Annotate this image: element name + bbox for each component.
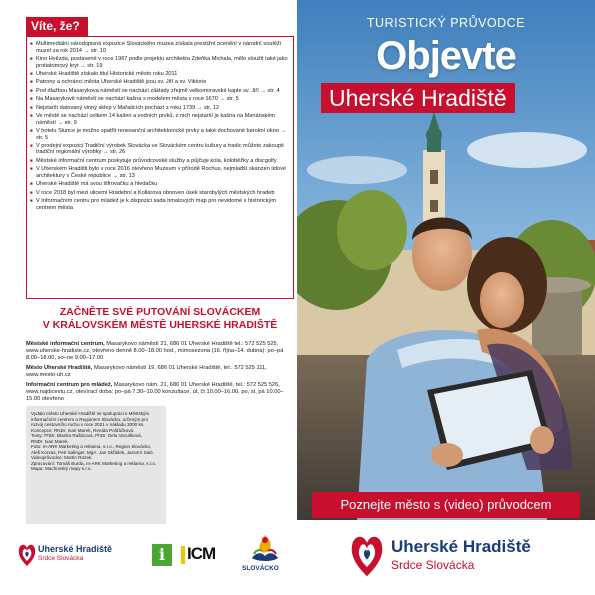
credits-line: Vydalo město Uherské Hradiště ve spolupráci s Městským xyxy=(31,411,150,416)
cover-city: Uherské Hradiště xyxy=(321,83,515,113)
slovacko-logo-text: SLOVÁCKO xyxy=(242,565,279,572)
slogan-line: ZAČNĚTE SVÉ PUTOVÁNÍ SLOVÁCKEM xyxy=(59,306,261,318)
contact-info-center xyxy=(26,341,294,362)
contact-text: Masarykovo náměstí 19, 686 01 Uherské Hradiště, tel.: 572 525 111, www.mesto-uh.cz xyxy=(26,365,267,378)
uh-logo-large-tagline: Srdce Slovácka xyxy=(391,558,475,572)
credits-line: Videoprůvodce: Martin Rozek. xyxy=(31,455,93,460)
credits-line: Mapa: Machovský mapy s.r.o. xyxy=(31,466,92,471)
credits-line: Aleš Korvas, Petr Salinger, MgA. Jan Skřášek, Jaromír Salé. xyxy=(31,449,155,455)
cover-kicker: TURISTICKÝ PRŮVODCE xyxy=(366,16,526,30)
credits-line: Foto: m-ARK Marketing a reklama, s.r.o., Region Slovácko, xyxy=(31,444,152,449)
uh-logo-tagline: Srdce Slovácka xyxy=(38,555,84,562)
uh-logo-large-name: Uherské Hradiště xyxy=(391,537,531,556)
fact-item: ■ Městské informační centrum poskytuje průvodcovské služby a půjčuje kola, koloběžky a discgolfy xyxy=(30,158,289,165)
fact-item: ■ V Uherském Hradišti bylo v roce 2016 otevřeno Muzeum v přírodě Rochus, nejmladší skanzen lidové architektury v České republice → str. 13 xyxy=(30,166,289,179)
uh-logo-large xyxy=(349,528,569,583)
icm-logo-text: ICM xyxy=(187,544,216,563)
fact-item: ■ Pod dlažbou Masarykova náměstí se nachází základy zřejmě velkomoravské kaple sv. Jiří → str. 4 xyxy=(30,88,289,95)
cover-title: Objevte xyxy=(376,34,516,78)
cover-page xyxy=(297,0,595,595)
facts-list xyxy=(30,41,289,211)
fact-item: ■ Na Masarykově náměstí se nachází kašna s modelem města v roce 1670 → str. 5 xyxy=(30,96,289,103)
heart-icon xyxy=(18,540,36,568)
uh-logo-name: Uherské Hradiště xyxy=(38,544,113,554)
contact-city xyxy=(26,365,294,379)
fact-item: ■ Ve městě se nachází celkem 14 kašen a vodních prvků, z nich nejstarší je kašna na Mariánském náměstí → str. 9 xyxy=(30,113,289,126)
fact-item: ■ V Informačním centru pro mládež je k dispozici sada hmatových map pro nevidomé s historickým centrem města xyxy=(30,198,289,211)
fact-item: ■ V prodejní expozici Tradiční výrobek Slovácka ve Slováckém centru kultury a tradic můžete zakoupit tradiční regionální výrobky → str. 26 xyxy=(30,143,289,156)
fact-item: ■ Uherské Hradiště získalo titul Historické město roku 2011 xyxy=(30,71,289,78)
fact-item: ■ Kino Hvězda, postavené v roce 1967 podle projektu architekta Zdeňka Michala, mělo sloužit také jako protiatomový kryt → str. 19 xyxy=(30,56,289,69)
credits-line: Zpracování: Tomáš Burda, m-ARK Marketing a reklama, s.r.o. xyxy=(31,460,157,466)
slogan xyxy=(26,306,294,331)
contact-youth-center xyxy=(26,382,294,403)
contact-text: Masarykovo náměstí 21, 686 01 Uherské Hradiště tel.: 572 525 525, www.uherske-hradiste.cz, otevřeno denně 8.00–18.00 hod., mimosezona (16. října–14. dubna): po–pá 8.00–18.00, so–ne 9.00–17.00 xyxy=(26,341,284,361)
fact-item: ■ Multimediální národopisná expozice Slováckého muzea získala prestižní ocenění v národní soutěži muzeí za rok 2014 → str. 10 xyxy=(30,41,289,54)
contact-name: Město Uherské Hradiště, xyxy=(26,365,93,371)
contacts xyxy=(26,341,294,406)
fact-item: ■ Patrony a ochránci města Uherské Hradiště jsou sv. Jiří a sv. Viktorie xyxy=(30,79,289,86)
fact-item: ■ Nejstarší datovaný vinný sklep v Mařaticích pochází z roku 1739 → str. 12 xyxy=(30,105,289,112)
credits-line: Texty: PhDr. Blanka Rašticová, PhDr. Dela Vacušková, xyxy=(31,433,142,438)
credits-line: RNDr. Ivan Marek. xyxy=(31,438,69,444)
heart-icon xyxy=(349,528,385,580)
slovacko-logo xyxy=(240,532,290,578)
facts-box xyxy=(26,36,294,299)
uh-logo-small xyxy=(18,540,113,570)
icm-bar xyxy=(181,546,185,564)
icm-logo xyxy=(181,544,221,566)
fact-item: ■ V hotelu Slunce je možno spatřit renesanční architektonické prvky a také dochované barokní okno → str. 5 xyxy=(30,128,289,141)
contact-name: Informační centrum pro mládež, xyxy=(26,382,113,388)
credits-line: Koncepce: RNDr. Ivan Marek, Renáta Poliťáčková. xyxy=(31,427,135,433)
credits-box xyxy=(26,406,166,524)
credits-line: informačním centrem a Regionem Slovácko, určeným pro xyxy=(31,416,149,422)
fact-item: ■ Uherské Hradiště má svou šifrovačku a hledačku xyxy=(30,181,289,188)
partner-logos xyxy=(18,532,294,582)
contact-text: Masarykovo nám. 21, 686 01 Uherské Hradiště, tel.: 572 525 526, www.najdicestu.cz, otevírací doba: po–pá 7.30–10.00 konzultace, út, čt 10.00–16.00, po, st, pá 10.00–15.00 otevřeno xyxy=(26,382,284,402)
back-page xyxy=(0,0,297,595)
slovacko-emblem-icon xyxy=(240,532,290,566)
contact-name: Městské informační centrum, xyxy=(26,341,105,347)
facts-heading: Víte, že? xyxy=(26,17,88,36)
credits-line: rozvoj cestovního ruchu v roce 2021 v nákladu 3000 ks. xyxy=(31,422,145,427)
info-center-logo: i xyxy=(152,544,172,566)
video-guide-band: Poznejte město s (video) průvodcem xyxy=(312,492,580,518)
fact-item: ■ V roce 2018 byl mezi ulicemi Hradební a Kollárova obnoven úsek starobylých městských hradeb xyxy=(30,190,289,197)
slogan-line: V KRÁLOVSKÉM MĚSTĚ UHERSKÉ HRADIŠTĚ xyxy=(42,318,278,331)
